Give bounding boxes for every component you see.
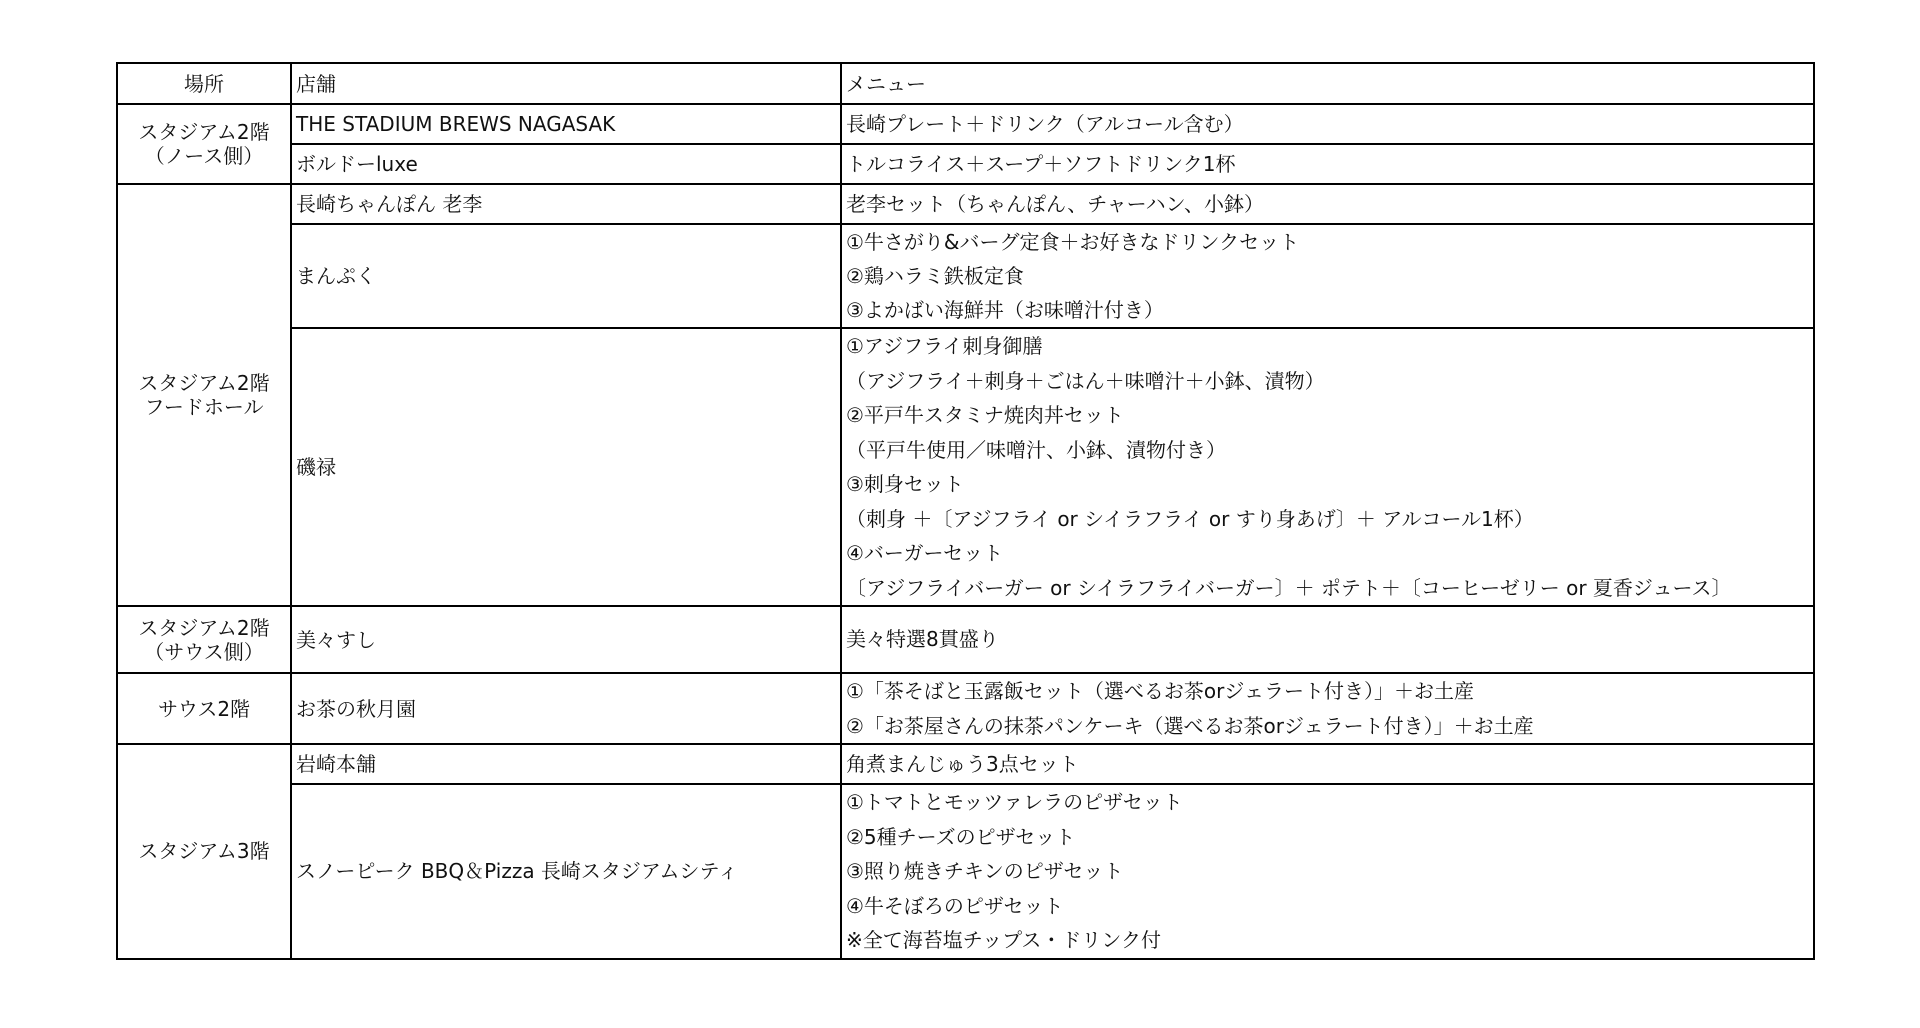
table-row	[117, 224, 1814, 328]
menu-item: ③照り焼きチキンのピザセット	[846, 859, 1124, 883]
menu-item: 美々特選8貫盛り	[846, 627, 999, 652]
store-name-cell: スノーピーク BBQ＆Pizza 長崎スタジアムシティ	[291, 784, 841, 959]
menu-cell	[841, 144, 1814, 184]
table-row	[117, 184, 1814, 224]
menu-item: 角煮まんじゅう3点セット	[846, 751, 1079, 776]
table-row	[117, 673, 1814, 744]
location-line: サウス2階	[157, 696, 251, 721]
store-name-cell: 美々すし	[291, 606, 841, 673]
menu-item: 老李セット（ちゃんぽん、チャーハン、小鉢）	[846, 191, 1264, 216]
menu-item: 長崎プレート＋ドリンク（アルコール含む）	[846, 111, 1244, 136]
header-row	[117, 63, 1814, 104]
menu-cell	[841, 104, 1814, 144]
table-row	[117, 144, 1814, 184]
menu-item: ②鶏ハラミ鉄板定食	[846, 264, 1024, 288]
table-row	[117, 744, 1814, 784]
location-line: スタジアム3階	[138, 839, 270, 864]
header-store: 店舗	[291, 63, 841, 104]
menu-item: ①トマトとモッツァレラのピザセット	[846, 790, 1183, 814]
menu-table	[116, 62, 1815, 960]
menu-cell	[841, 673, 1814, 744]
store-name-cell: 磯禄	[291, 328, 841, 606]
store-name-cell: ボルドーluxe	[291, 144, 841, 184]
location-line: スタジアム2階	[138, 371, 270, 395]
menu-cell	[841, 606, 1814, 673]
store-name-cell: まんぷく	[291, 224, 841, 328]
menu-item: （平戸牛使用／味噌汁、小鉢、漬物付き）	[846, 437, 1226, 462]
menu-item: トルコライス＋スープ＋ソフトドリンク1杯	[846, 151, 1236, 176]
store-name-cell: 長崎ちゃんぽん 老李	[291, 184, 841, 224]
location-cell	[117, 184, 291, 606]
menu-item: ②5種チーズのピザセット	[846, 824, 1076, 849]
menu-item: ④バーガーセット	[846, 541, 1004, 565]
header-menu: メニュー	[841, 63, 1814, 104]
location-line: （ノース側）	[144, 144, 264, 168]
menu-cell	[841, 744, 1814, 784]
menu-cell	[841, 224, 1814, 328]
menu-item: ※全て海苔塩チップス・ドリンク付	[846, 928, 1161, 952]
menu-cell	[841, 184, 1814, 224]
menu-cell	[841, 328, 1814, 606]
table-row	[117, 104, 1814, 144]
menu-item: ①「茶そばと玉露飯セット（選べるお茶orジェラート付き）」＋お土産	[846, 679, 1474, 703]
location-cell	[117, 104, 291, 184]
menu-item: （刺身 ＋〔アジフライ or シイラフライ or すり身あげ〕＋ アルコール1杯）	[846, 506, 1534, 531]
store-name-cell: THE STADIUM BREWS NAGASAK	[291, 104, 841, 144]
location-line: スタジアム2階	[138, 120, 270, 144]
location-line: スタジアム2階	[138, 615, 270, 640]
menu-item: ④牛そぼろのピザセット	[846, 893, 1064, 918]
menu-item: ①アジフライ刺身御膳	[846, 334, 1043, 358]
menu-item: ③よかばい海鮮丼（お味噌汁付き）	[846, 298, 1164, 322]
header-location: 場所	[117, 63, 291, 104]
menu-item: （アジフライ＋刺身＋ごはん＋味噌汁＋小鉢、漬物）	[846, 368, 1325, 393]
menu-item: ①牛さがり&バーグ定食＋お好きなドリンクセット	[846, 230, 1300, 254]
menu-item: ②平戸牛スタミナ焼肉丼セット	[846, 403, 1124, 427]
menu-item: 〔アジフライバーガー or シイラフライバーガー〕＋ ポテト＋〔コーヒーゼリー or 夏香ジュース〕	[846, 575, 1732, 600]
location-cell	[117, 606, 291, 673]
location-line: フードホール	[144, 395, 264, 419]
location-line: （サウス側）	[144, 639, 264, 664]
store-name-cell: お茶の秋月園	[291, 673, 841, 744]
location-cell	[117, 673, 291, 744]
menu-item: ②「お茶屋さんの抹茶パンケーキ（選べるお茶orジェラート付き）」＋お土産	[846, 713, 1534, 738]
table-row	[117, 784, 1814, 959]
store-name-cell: 岩崎本舗	[291, 744, 841, 784]
table-row	[117, 328, 1814, 606]
table-row	[117, 606, 1814, 673]
location-cell	[117, 744, 291, 959]
menu-item: ③刺身セット	[846, 472, 964, 496]
menu-cell	[841, 784, 1814, 959]
